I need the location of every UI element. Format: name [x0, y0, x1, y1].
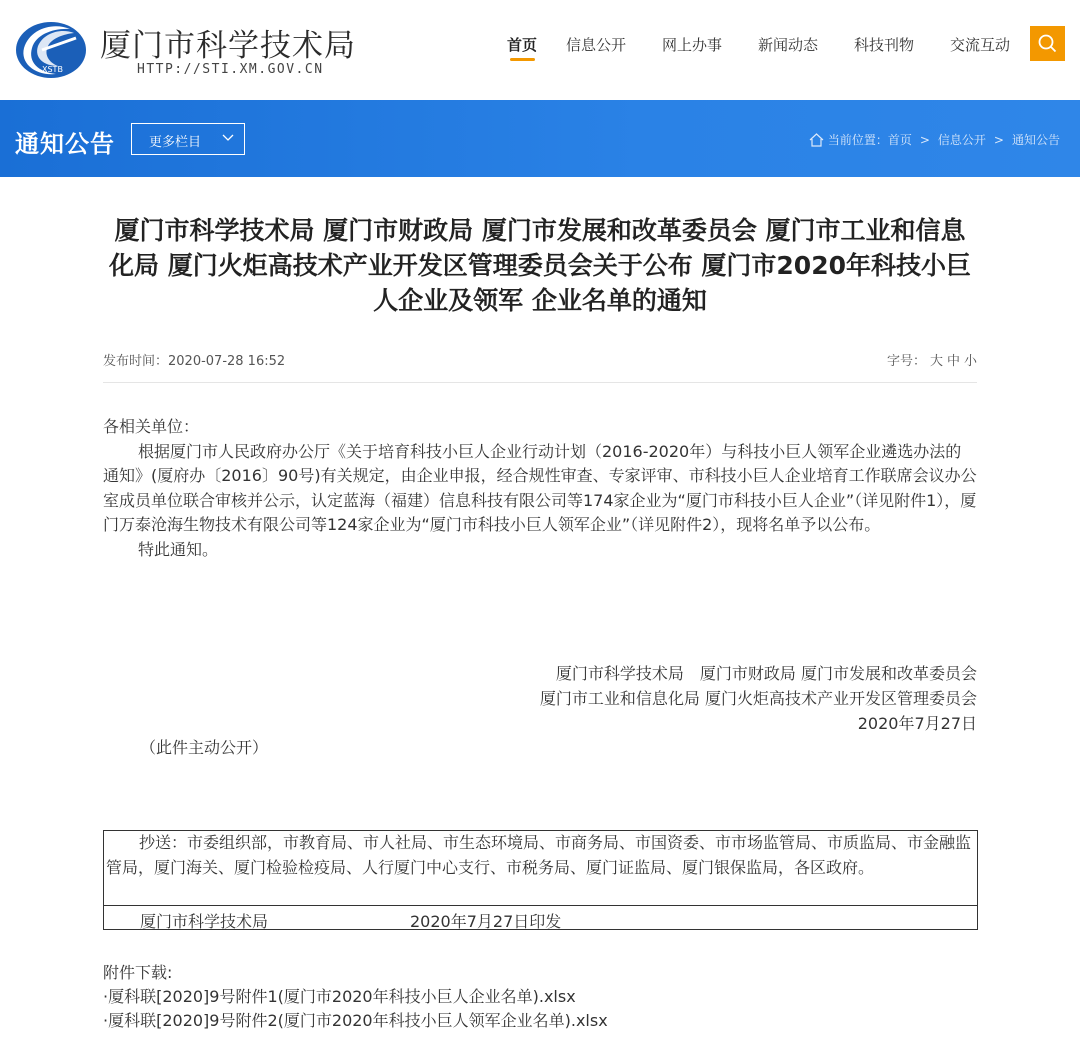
attachments-title: 附件下载: — [103, 963, 173, 982]
font-size-large[interactable]: 大 — [929, 354, 943, 369]
cc-text-area — [104, 831, 977, 905]
nav-publications[interactable]: 科技刊物 — [854, 36, 915, 54]
issuer: 厦门市科学技术局 — [140, 912, 269, 931]
nav-info-public[interactable]: 信息公开 — [566, 36, 627, 54]
attachment-link-2[interactable]: ·厦科联[2020]9号附件2(厦门市2020年科技小巨人领军企业名单).xlsx — [103, 1011, 608, 1030]
attachment-link-1[interactable]: ·厦科联[2020]9号附件1(厦门市2020年科技小巨人企业名单).xlsx — [103, 987, 576, 1006]
search-icon — [1038, 34, 1057, 53]
home-icon — [809, 133, 824, 147]
search-button[interactable] — [1030, 26, 1065, 61]
more-columns-label: 更多栏目 — [149, 135, 202, 150]
article-title: 厦门市科学技术局 厦门市财政局 厦门市发展和改革委员会 厦门市工业和信息化局 厦门火炬高技术产业开发区管理委员会关于公布 厦门市2020年科技小巨人企业及领军 企业名单的通知 — [109, 216, 971, 315]
more-columns-button[interactable] — [131, 123, 245, 155]
site-url: HTTP://STI.XM.GOV.CN — [137, 62, 324, 77]
breadcrumb-info-public[interactable]: 信息公开 — [937, 133, 986, 147]
nav-home[interactable]: 首页 — [507, 36, 538, 54]
breadcrumb: 当前位置：首页 > 信息公开 > 通知公告 — [809, 131, 1060, 148]
logo-icon[interactable] — [14, 20, 88, 80]
closing-line: 特此通知。 — [138, 539, 219, 559]
nav-interaction[interactable]: 交流互动 — [950, 36, 1011, 54]
breadcrumb-label: 当前位置： — [827, 133, 888, 147]
nav-news[interactable]: 新闻动态 — [758, 36, 819, 54]
nav-online-service[interactable]: 网上办事 — [662, 36, 723, 54]
public-note: （此件主动公开） — [140, 738, 269, 757]
cc-box — [103, 830, 978, 930]
font-size-small[interactable]: 小 — [963, 354, 977, 369]
signature-line-1: 厦门市科学技术局 厦门市财政局 厦门市发展和改革委员会 — [555, 664, 977, 683]
font-size-label: 字号： — [886, 354, 926, 369]
chevron-down-icon — [222, 134, 234, 142]
site-header — [0, 0, 1080, 100]
signature-line-2: 厦门市工业和信息化局 厦门火炬高技术产业开发区管理委员会 — [539, 689, 977, 708]
publish-time: 发布时间：2020-07-28 16:52 — [103, 354, 286, 369]
signature-date: 2020年7月27日 — [857, 714, 977, 733]
font-size-medium[interactable]: 中 — [946, 354, 960, 369]
article-body — [103, 415, 977, 562]
salutation: 各相关单位： — [103, 417, 200, 436]
cc-list: 抄送：市委组织部，市教育局、市人社局、市生态环境局、市商务局、市国资委、市市场监管局、市质监局、市金融监管局，厦门海关、厦门检验检疫局、人行厦门中心支行、市税务局、厦门证监局、厦门银保监局，各区政府。 — [106, 833, 972, 877]
divider — [103, 382, 977, 383]
breadcrumb-home[interactable]: 首页 — [887, 133, 912, 147]
section-title: 通知公告 — [15, 130, 115, 158]
section-banner — [0, 100, 1080, 177]
cc-divider — [104, 905, 977, 906]
breadcrumb-notices[interactable]: 通知公告 — [1011, 133, 1060, 147]
body-paragraph: 根据厦门市人民政府办公厅《关于培育科技小巨人企业行动计划（2016-2020年）与科技小巨人领军企业遴选办法的通知》(厦府办〔2016〕90号)有关规定，由企业申报，经合规性审查、专家评审、市科技小巨人企业培育工作联席会议办公室成员单位联合审核并公示，认定蓝海（福建）信息科技有限公司等174家企业为“厦门市科技小巨人企业”（详见附件1），厦门万泰沧海生物技术有限公司等124家企业为“厦门市科技小巨人领军企业”（详见附件2），现将名单予以公布。 — [103, 441, 977, 534]
nav-active-indicator — [510, 58, 535, 61]
logo-text: XSTB — [42, 65, 63, 74]
issue-date: 2020年7月27日印发 — [410, 912, 562, 931]
font-size-switcher — [887, 350, 977, 369]
site-title[interactable]: 厦门市科学技术局 — [100, 28, 356, 64]
